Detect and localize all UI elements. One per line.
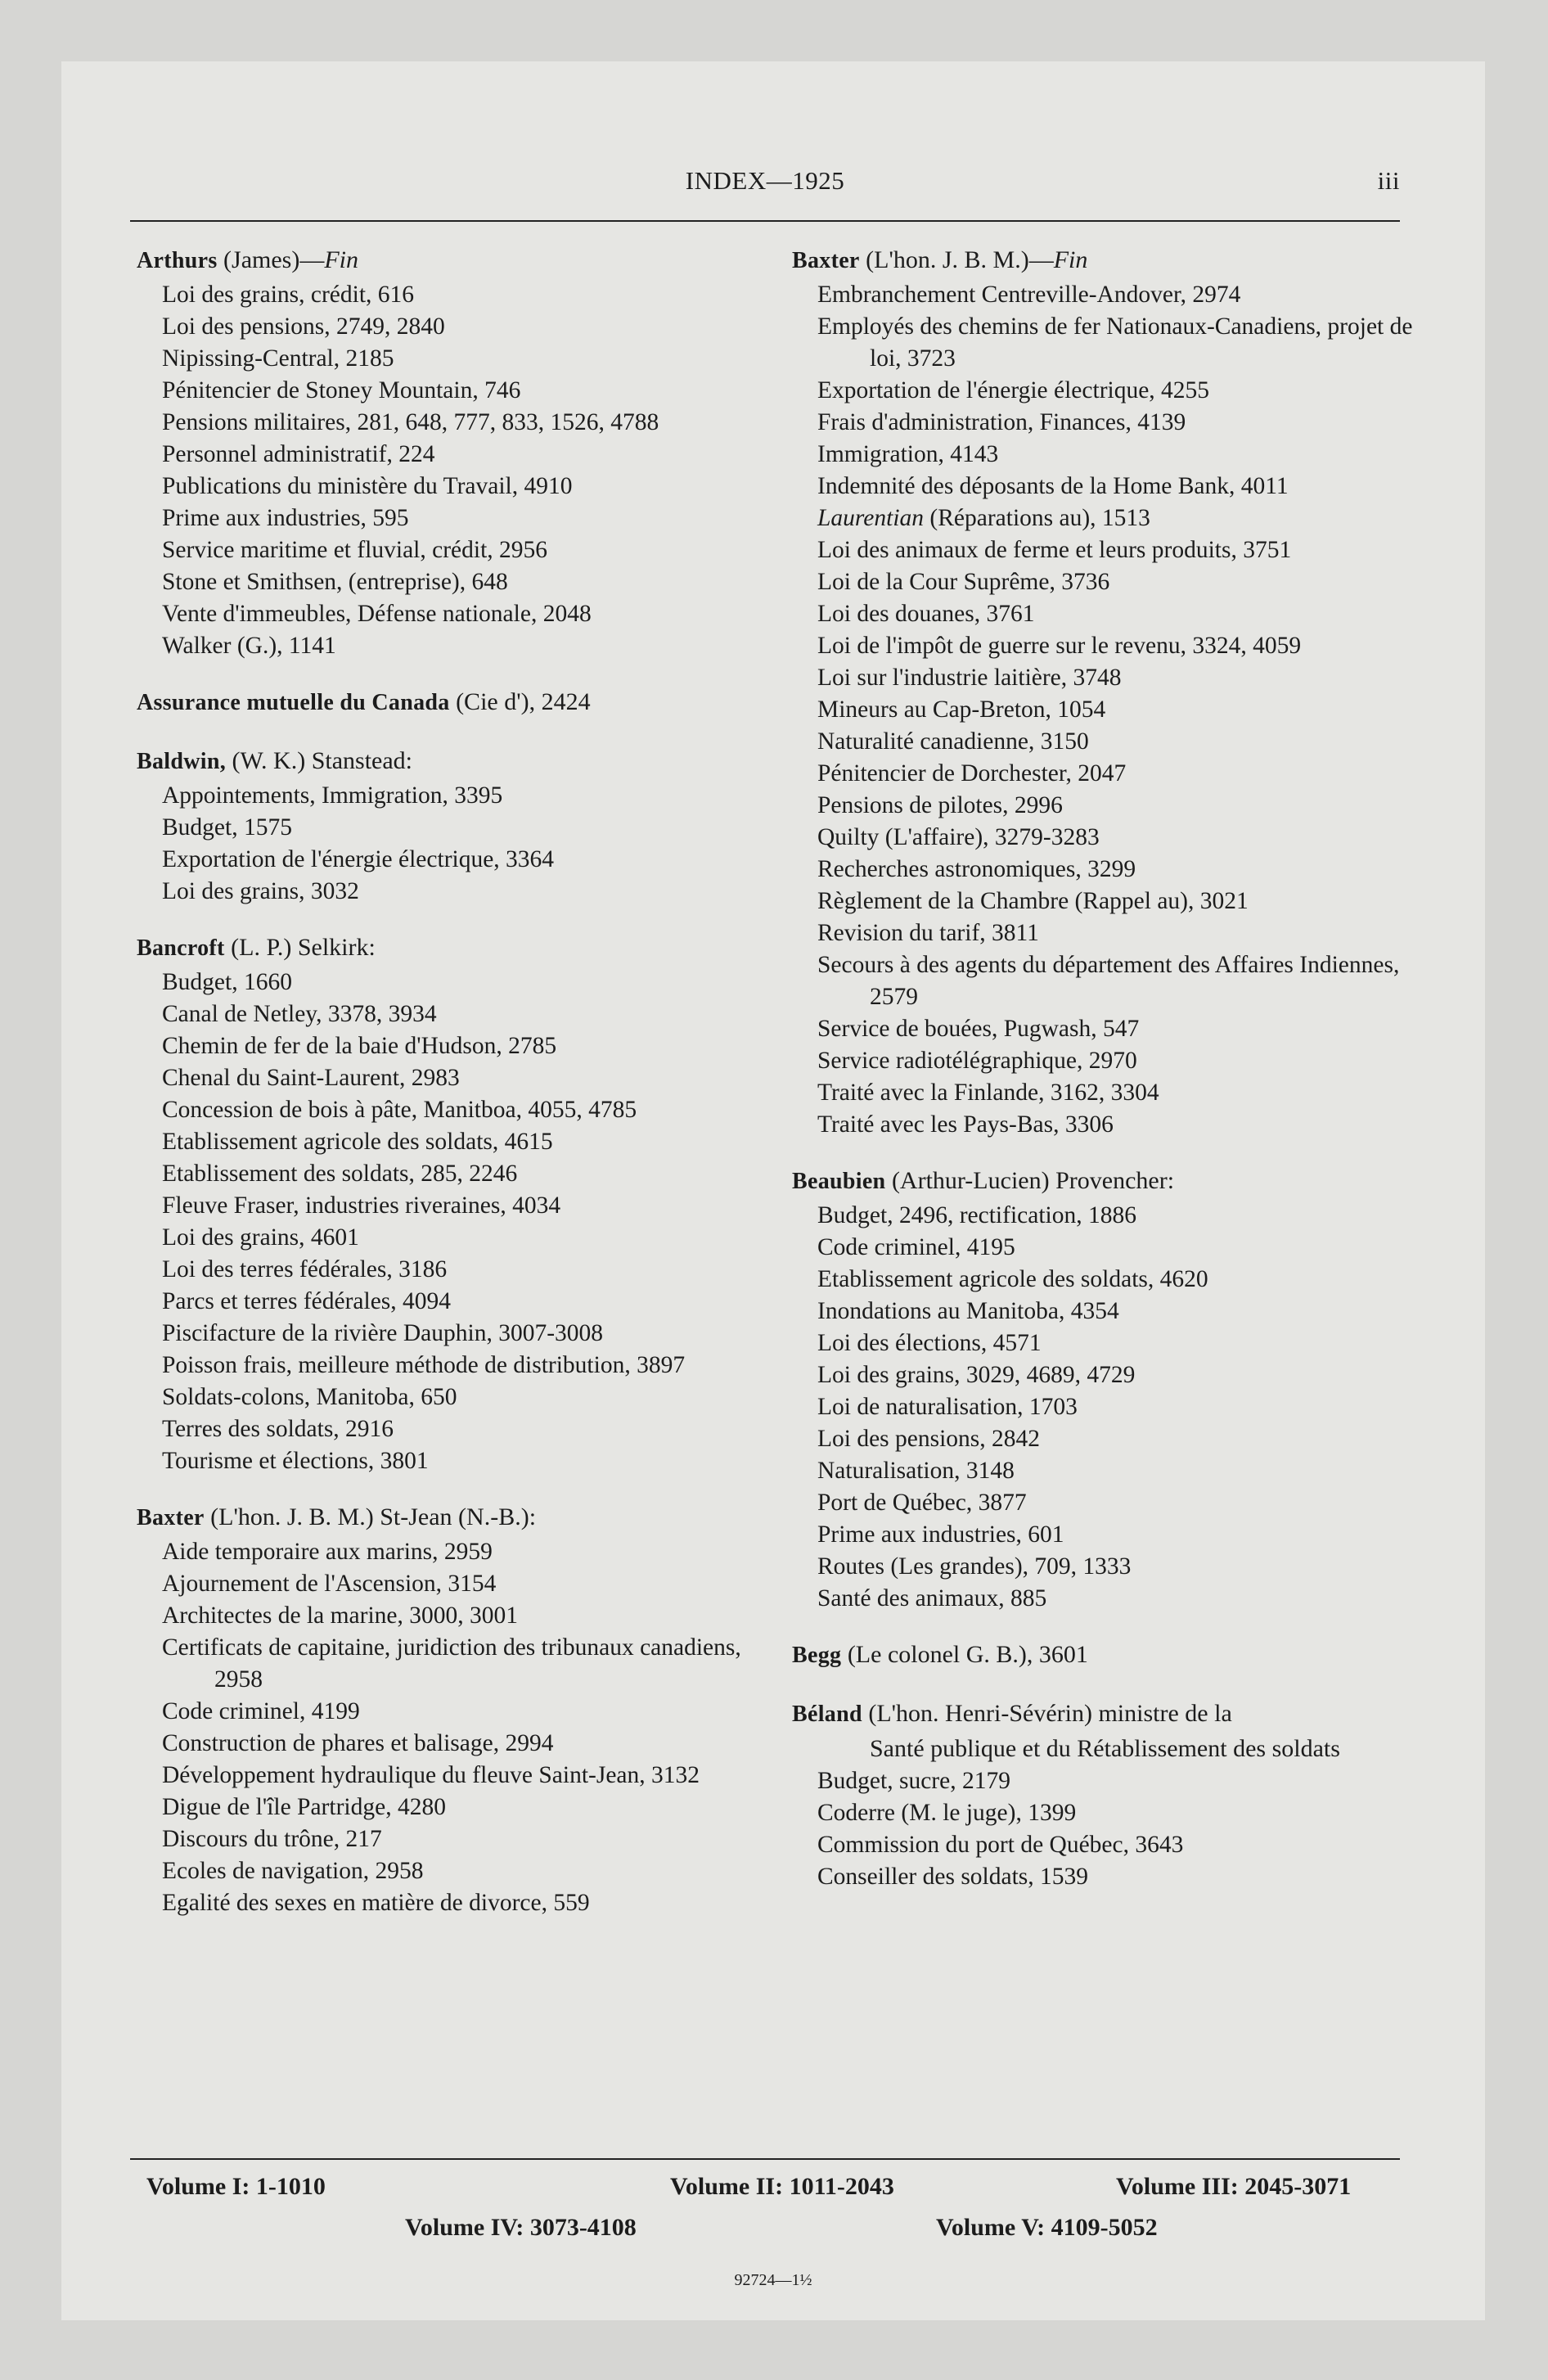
entry-subitem: Code criminel, 4195 (817, 1234, 1015, 1260)
entry-subitem: Loi de l'impôt de guerre sur le revenu, 3324, 4059 (817, 633, 1302, 659)
entry-subitem: Développement hydraulique du fleuve Saint-Jean, 3132 (162, 1762, 700, 1788)
entry-subitem: Pénitencier de Stoney Mountain, 746 (162, 377, 521, 403)
entry-subitem: Code criminel, 4199 (162, 1698, 360, 1724)
entry-subitem: Conseiller des soldats, 1539 (817, 1864, 1089, 1890)
entry-subitem: Quilty (L'affaire), 3279-3283 (817, 824, 1100, 850)
entry-subitem: Commission du port de Québec, 3643 (817, 1832, 1184, 1858)
entry-subitem: Pensions militaires, 281, 648, 777, 833, 1526, 4788 (162, 409, 659, 435)
entry-subitem: Naturalité canadienne, 3150 (817, 728, 1089, 755)
entry-subitem: Nipissing-Central, 2185 (162, 345, 394, 372)
volume-3-range: Volume III: 2045-3071 (1116, 2173, 1352, 2200)
right-column (792, 241, 1414, 1914)
index-entry (137, 929, 758, 1477)
entry-qualifier: (L'hon. Henri-Sévérin) ministre de la (862, 1700, 1232, 1727)
entry-subitem: Loi de la Cour Suprême, 3736 (817, 569, 1110, 595)
entry-name: Baxter (792, 248, 860, 273)
entry-name: Arthurs (137, 248, 218, 273)
entry-qualifier: (W. K.) Stanstead: (226, 747, 413, 774)
entry-subitem: Inondations au Manitoba, 4354 (817, 1298, 1119, 1324)
entry-name: Béland (792, 1702, 862, 1727)
entry-subitem: Terres des soldats, 2916 (162, 1416, 394, 1442)
entry-subitem: Etablissement agricole des soldats, 4615 (162, 1129, 553, 1155)
entry-subitem: Discours du trône, 217 (162, 1826, 382, 1852)
entry-heading (792, 1636, 1414, 1674)
entry-subitem: Loi des pensions, 2749, 2840 (162, 313, 445, 340)
entry-subitem: Pensions de pilotes, 2996 (817, 792, 1063, 818)
page-number: iii (1377, 166, 1400, 195)
entry-subitem: Egalité des sexes en matière de divorce, 559 (162, 1890, 590, 1916)
entry-subitem: Concession de bois à pâte, Manitboa, 4055, 4785 (162, 1097, 637, 1123)
entry-subitem: Etablissement agricole des soldats, 4620 (817, 1266, 1208, 1292)
entry-heading-continuation: Santé publique et du Rétablissement des soldats (870, 1735, 1340, 1762)
entry-subitem: Piscifacture de la rivière Dauphin, 3007-3008 (162, 1320, 604, 1346)
entry-subitem: Secours à des agents du département des Affaires Indiennes, 2579 (817, 952, 1400, 1010)
entry-subitem: Port de Québec, 3877 (817, 1490, 1027, 1516)
entry-subitem: Chemin de fer de la baie d'Hudson, 2785 (162, 1033, 557, 1059)
page-title: INDEX—1925 (685, 166, 845, 195)
entry-heading (137, 742, 758, 780)
entry-subitem: Tourisme et élections, 3801 (162, 1448, 429, 1474)
entry-heading (137, 929, 758, 967)
entry-subitem: Budget, 2496, rectification, 1886 (817, 1202, 1136, 1228)
entry-subitem: Loi des grains, 3032 (162, 878, 359, 904)
entry-heading (137, 241, 758, 279)
entry-qualifier: (James)— (217, 246, 325, 273)
index-entry (792, 241, 1414, 1141)
entry-subitem: Loi des grains, crédit, 616 (162, 282, 415, 308)
entry-subitem: Certificats de capitaine, juridiction des tribunaux canadiens, 2958 (162, 1634, 741, 1693)
volume-1-range: Volume I: 1-1010 (146, 2173, 326, 2200)
entry-subitem: Digue de l'île Partridge, 4280 (162, 1794, 446, 1820)
entry-heading (792, 1162, 1414, 1200)
entry-heading (792, 1695, 1414, 1733)
entry-subitem: Vente d'immeubles, Défense nationale, 2048 (162, 601, 592, 627)
entry-heading (792, 241, 1414, 279)
index-entry (137, 683, 758, 721)
entry-subitem: Laurentian (Réparations au), 1513 (817, 505, 1150, 531)
entry-subitem: Mineurs au Cap-Breton, 1054 (817, 696, 1106, 723)
volume-4-range: Volume IV: 3073-4108 (405, 2214, 637, 2241)
entry-name: Begg (792, 1643, 842, 1668)
entry-qualifier: (L'hon. J. B. M.)— (859, 246, 1054, 273)
entry-qualifier: (Le colonel G. B.), 3601 (841, 1641, 1088, 1668)
page-header (130, 166, 1400, 207)
entry-subitem: Parcs et terres fédérales, 4094 (162, 1288, 452, 1314)
entry-subitem: Loi des grains, 4601 (162, 1224, 359, 1251)
index-page (61, 61, 1485, 2320)
entry-subitem: Construction de phares et balisage, 2994 (162, 1730, 554, 1756)
entry-subitem: Ajournement de l'Ascension, 3154 (162, 1571, 497, 1597)
index-entry (792, 1695, 1414, 1893)
entry-subitem: Loi des grains, 3029, 4689, 4729 (817, 1362, 1136, 1388)
entry-name: Assurance mutuelle du Canada (137, 690, 450, 715)
header-rule (130, 220, 1400, 222)
entry-subitem: Stone et Smithsen, (entreprise), 648 (162, 569, 508, 595)
entry-subitem: Prime aux industries, 601 (817, 1521, 1064, 1548)
entry-qualifier: (L'hon. J. B. M.) St-Jean (N.-B.): (204, 1503, 537, 1530)
entry-subitem: Coderre (M. le juge), 1399 (817, 1800, 1077, 1826)
left-column (137, 241, 758, 1941)
entry-subitem: Naturalisation, 3148 (817, 1458, 1015, 1484)
entry-subitem: Poisson frais, meilleure méthode de distribution, 3897 (162, 1352, 686, 1378)
entry-name: Baxter (137, 1505, 205, 1530)
entry-subitem: Exportation de l'énergie électrique, 3364 (162, 846, 555, 872)
entry-heading (137, 683, 758, 721)
entry-subitem: Immigration, 4143 (817, 441, 999, 467)
index-entry (137, 742, 758, 908)
entry-subitem: Exportation de l'énergie électrique, 4255 (817, 377, 1210, 403)
entry-subitem: Service de bouées, Pugwash, 547 (817, 1016, 1140, 1042)
entry-subitem: Canal de Netley, 3378, 3934 (162, 1001, 437, 1027)
entry-subitem: Frais d'administration, Finances, 4139 (817, 409, 1186, 435)
entry-subitem: Budget, sucre, 2179 (817, 1768, 1010, 1794)
index-entry (792, 1636, 1414, 1674)
entry-subitem: Loi des terres fédérales, 3186 (162, 1256, 448, 1282)
entry-subitem: Revision du tarif, 3811 (817, 920, 1039, 946)
print-code: 92724—1½ (734, 2271, 812, 2289)
footer-rule (130, 2158, 1400, 2160)
entry-subitem: Walker (G.), 1141 (162, 633, 336, 659)
volume-legend (130, 2173, 1400, 2255)
entry-subitem: Architectes de la marine, 3000, 3001 (162, 1602, 518, 1629)
entry-continued-marker: Fin (1053, 246, 1088, 273)
volume-2-range: Volume II: 1011-2043 (670, 2173, 894, 2200)
entry-subitem: Loi des pensions, 2842 (817, 1426, 1041, 1452)
entry-subitem: Chenal du Saint-Laurent, 2983 (162, 1065, 460, 1091)
entry-subitem: Ecoles de navigation, 2958 (162, 1858, 424, 1884)
entry-name: Bancroft (137, 935, 225, 961)
entry-subitem: Loi des douanes, 3761 (817, 601, 1035, 627)
entry-qualifier: (L. P.) Selkirk: (224, 934, 376, 961)
entry-subitem: Budget, 1575 (162, 814, 292, 841)
entry-subitem: Traité avec les Pays-Bas, 3306 (817, 1111, 1114, 1138)
entry-subitem: Service maritime et fluvial, crédit, 2956 (162, 537, 548, 563)
entry-subitem: Recherches astronomiques, 3299 (817, 856, 1136, 882)
entry-subitem: Aide temporaire aux marins, 2959 (162, 1539, 493, 1565)
entry-subitem: Embranchement Centreville-Andover, 2974 (817, 282, 1241, 308)
index-entry (792, 1162, 1414, 1615)
entry-subitem: Prime aux industries, 595 (162, 505, 409, 531)
entry-subitem: Personnel administratif, 224 (162, 441, 435, 467)
entry-subitem: Traité avec la Finlande, 3162, 3304 (817, 1080, 1159, 1106)
entry-subitem: Loi des animaux de ferme et leurs produits, 3751 (817, 537, 1292, 563)
index-entry (137, 241, 758, 662)
entry-continued-marker: Fin (324, 246, 359, 273)
entry-subitem: Loi sur l'industrie laitière, 3748 (817, 665, 1122, 691)
entry-subitem: Soldats-colons, Manitoba, 650 (162, 1384, 457, 1410)
entry-subitem: Fleuve Fraser, industries riveraines, 4034 (162, 1192, 561, 1219)
entry-subitem: Loi de naturalisation, 1703 (817, 1394, 1078, 1420)
volume-5-range: Volume V: 4109-5052 (936, 2214, 1158, 2241)
entry-subitem: Santé des animaux, 885 (817, 1585, 1047, 1611)
entry-subitem: Loi des élections, 4571 (817, 1330, 1042, 1356)
entry-subitem: Employés des chemins de fer Nationaux-Canadiens, projet de loi, 3723 (817, 313, 1413, 372)
entry-subitem: Etablissement des soldats, 285, 2246 (162, 1161, 518, 1187)
entry-subitem: Appointements, Immigration, 3395 (162, 782, 503, 809)
entry-subitem: Service radiotélégraphique, 2970 (817, 1048, 1137, 1074)
entry-qualifier: (Cie d'), 2424 (449, 688, 591, 715)
index-entry (137, 1499, 758, 1919)
entry-qualifier: (Arthur-Lucien) Provencher: (885, 1167, 1175, 1194)
entry-subitem: Routes (Les grandes), 709, 1333 (817, 1553, 1132, 1580)
entry-subitem: Budget, 1660 (162, 969, 292, 995)
entry-name: Baldwin, (137, 749, 226, 774)
entry-subitem: Pénitencier de Dorchester, 2047 (817, 760, 1127, 787)
entry-subitem: Indemnité des déposants de la Home Bank, 4011 (817, 473, 1289, 499)
entry-name: Beaubien (792, 1169, 886, 1194)
entry-subitem: Règlement de la Chambre (Rappel au), 3021 (817, 888, 1249, 914)
entry-subitem: Publications du ministère du Travail, 4910 (162, 473, 573, 499)
entry-heading (137, 1499, 758, 1536)
